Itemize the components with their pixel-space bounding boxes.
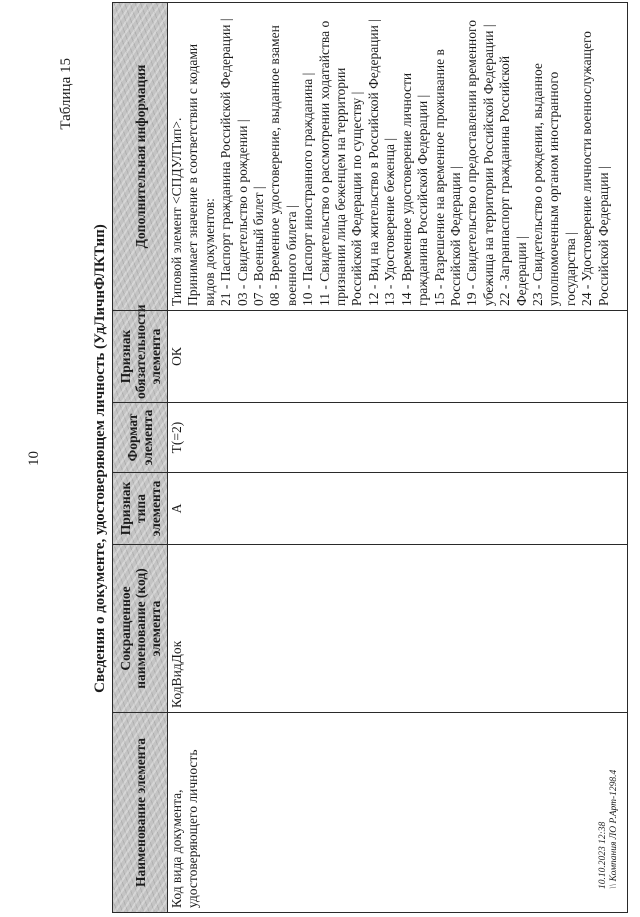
cell-element-type: А [168,473,628,545]
info-line: 21 - Паспорт гражданина Российской Федерации | [218,18,234,306]
info-line: 10 - Паспорт иностранного гражданина | [300,72,316,306]
info-line: видов документов: [201,198,217,306]
info-line: признании лица беженцем на территории [333,67,349,306]
cell-additional-info [168,3,628,311]
info-line: военного билета | [283,205,299,306]
header-element-type: Признак типа элемента [113,473,168,545]
print-footer [598,770,620,889]
document-table [112,2,628,913]
footer-source: \\ Компания ЛО Р.Арт-1298.4 [609,769,619,889]
info-line: 14 - Временное удостоверение личности [398,72,414,306]
cell-element-format: Т(=2) [168,403,628,473]
info-line: гражданина Российской Федерации | [415,94,431,306]
info-line: Российской Федерации | [447,166,463,306]
info-line: 12 - Вид на жительство в Российской Федерации | [365,19,381,306]
info-line: 24 - Удостоверение личности военнослужащего [579,31,595,306]
table-number: Таблица 15 [58,58,74,130]
info-line: 07 - Военный билет | [251,186,267,306]
info-line: 13 - Удостоверение беженца | [382,137,398,306]
info-line: уполномоченным органом иностранного [546,71,562,306]
info-line: 11 - Свидетельство о рассмотрении ходатайства о [316,20,332,306]
cell-element-name: Код вида документа, удостоверяющего личность [168,713,628,913]
info-line: Российской Федерации по существу | [349,91,365,306]
info-line: Российской Федерации | [595,166,611,306]
info-line: 22 - Загранпаспорт гражданина Российской [497,55,513,306]
info-line: 19 - Свидетельство о предоставлении временного [464,20,480,306]
info-line: 15 - Разрешение на временное проживание в [431,49,447,306]
header-additional-info: Дополнительная информация [113,3,168,311]
info-line: государства | [562,232,578,306]
table-title: Сведения о документе, удостоверяющем личность (УдЛичнФЛКТип) [92,224,108,693]
header-row [113,3,168,913]
table-row [168,3,628,913]
header-element-name: Наименование элемента [113,713,168,913]
header-element-format: Формат элемента [113,403,168,473]
info-line: 23 - Свидетельство о рождении, выданное [529,63,545,306]
header-element-code: Сокращенное наименование (код) элемента [113,545,168,713]
info-line: убежища на территории Российской Федерации | [480,24,496,306]
footer-timestamp: 10.10.2023 12:38 [598,821,608,889]
info-line: 08 - Временное удостоверение, выданное взамен [267,25,283,306]
info-line: Типовой элемент <СПДУЛТип>. [169,117,184,306]
info-line: Федерации | [513,236,529,306]
info-line: Принимает значение в соответствии с кодами [185,43,201,306]
cell-element-required: ОК [168,311,628,403]
page-number: 10 [26,451,42,466]
info-line: 03 - Свидетельство о рождении | [234,119,250,306]
header-element-required: Признак обязательности элемента [113,311,168,403]
cell-element-code: КодВидДок [168,545,628,713]
